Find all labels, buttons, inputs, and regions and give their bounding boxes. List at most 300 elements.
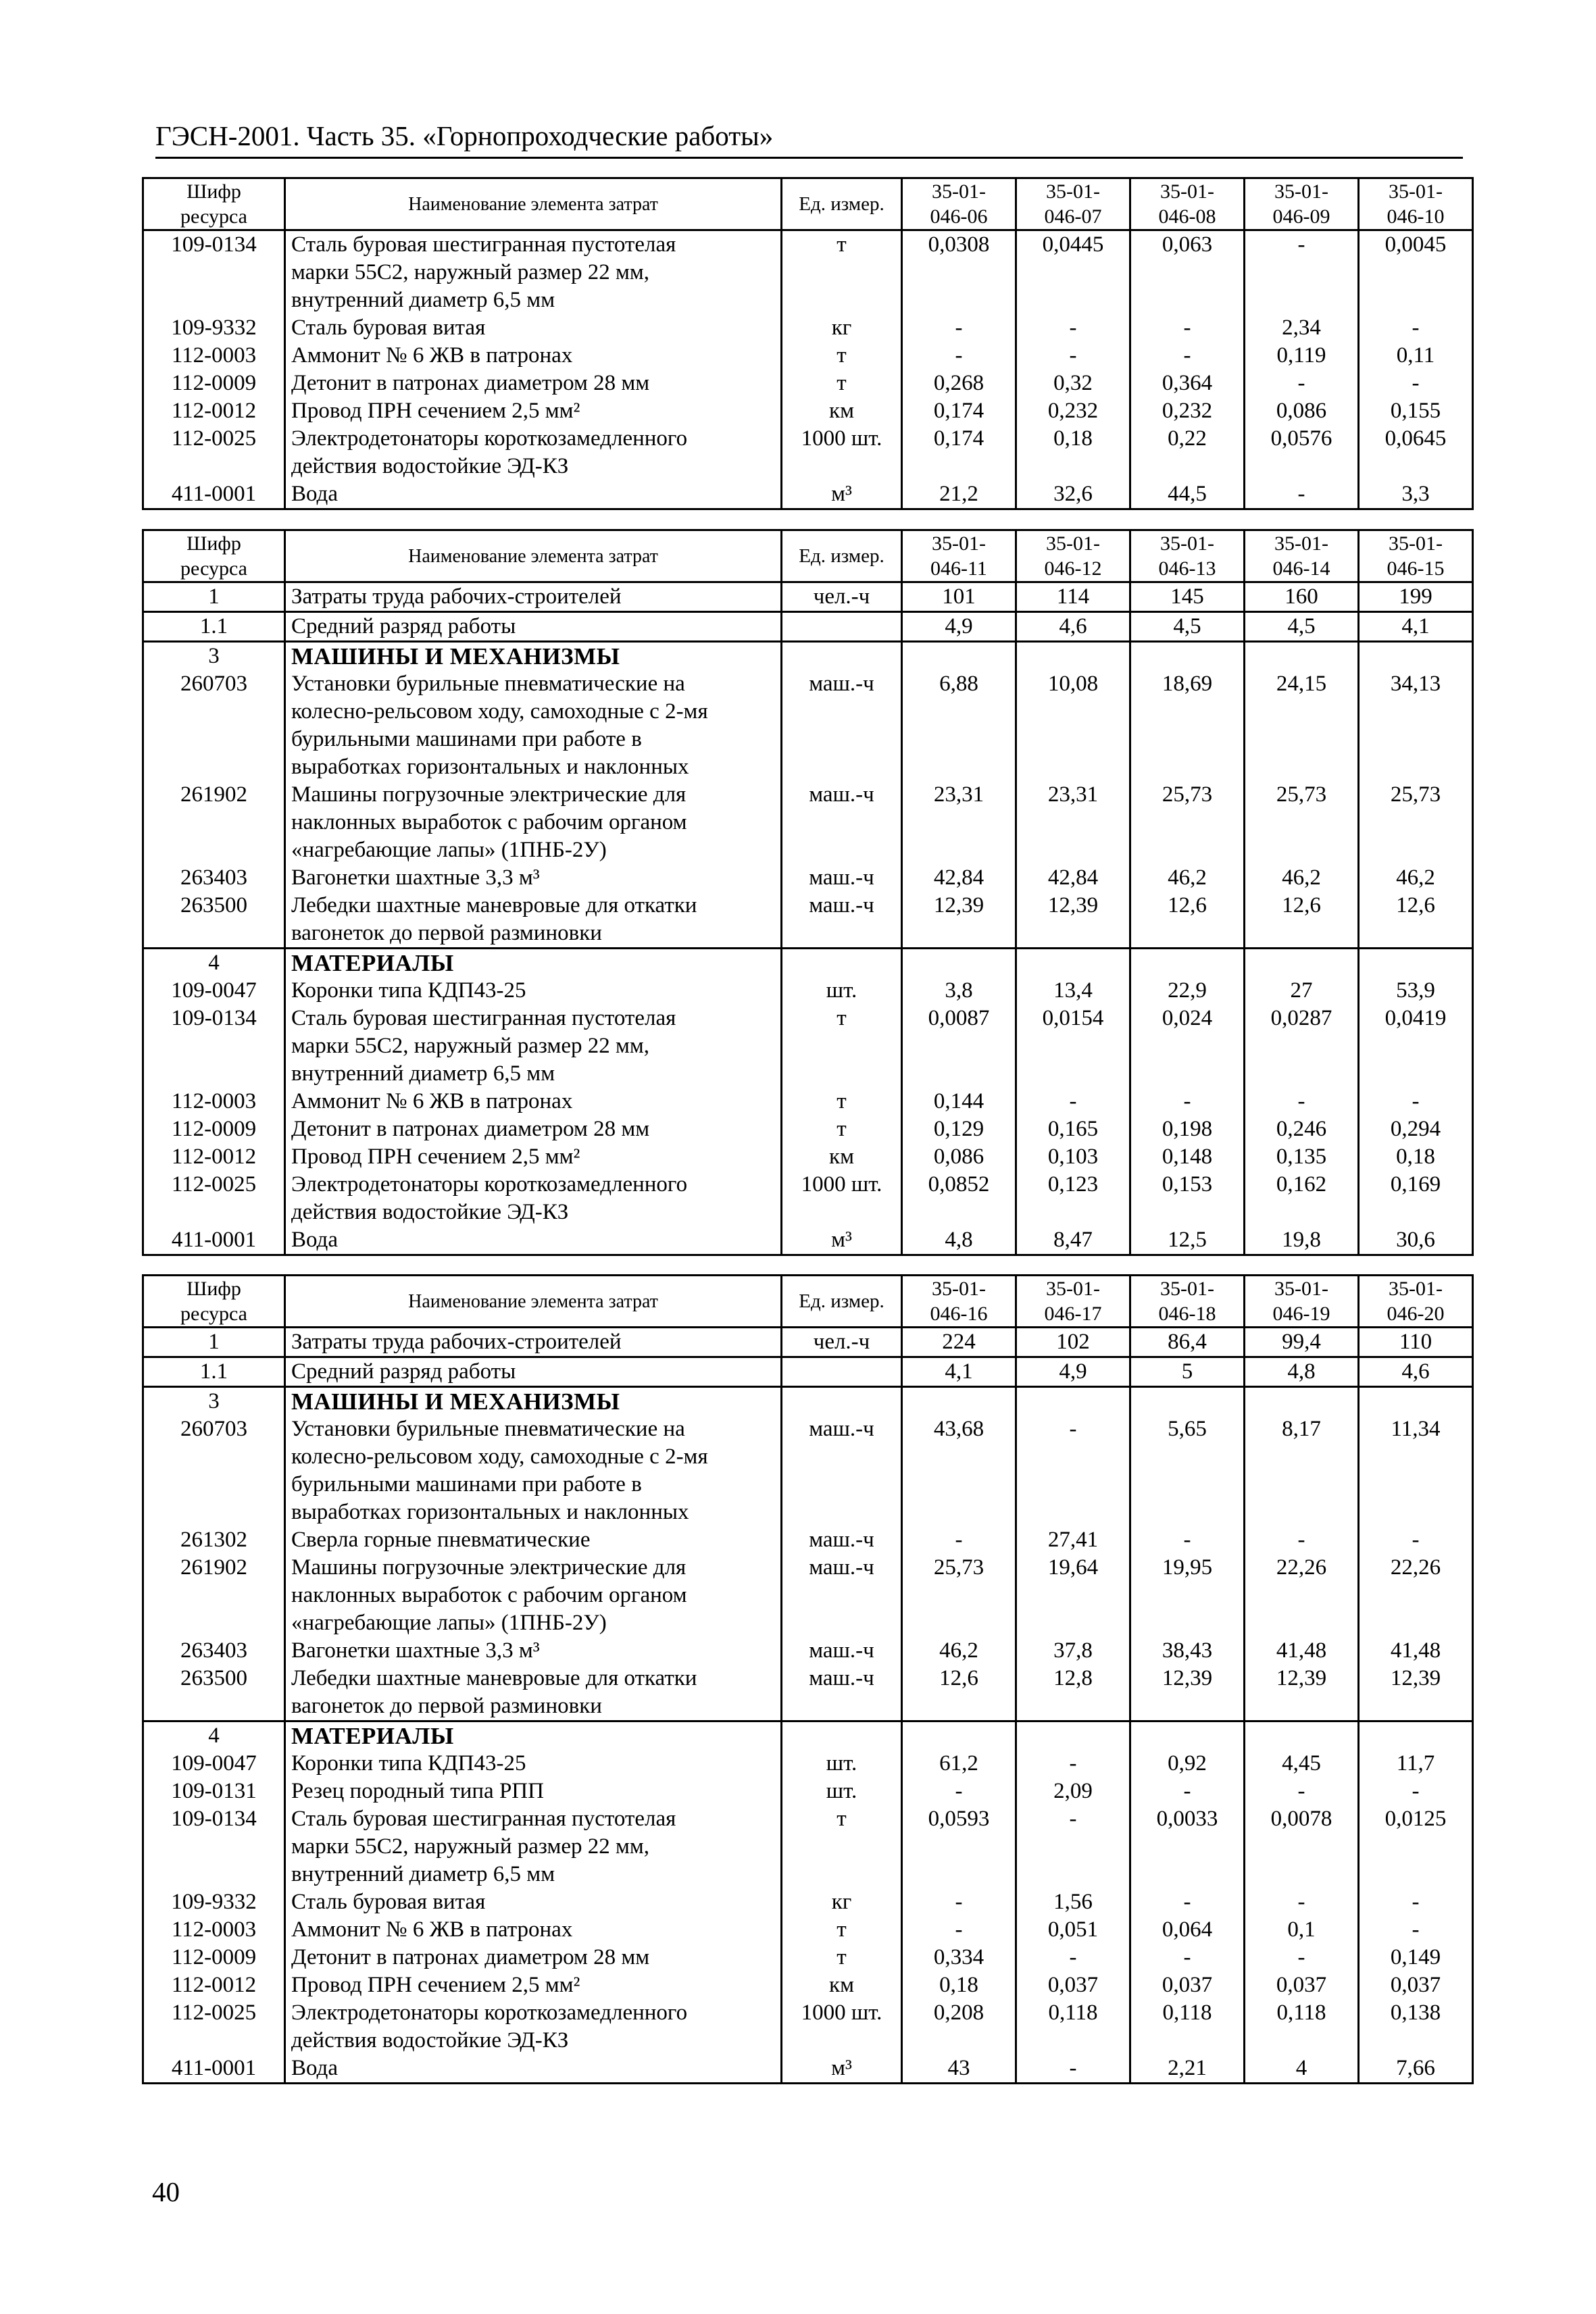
resource-code: 112-0003 [143, 1088, 285, 1115]
norm-value: 0,119 [1245, 342, 1359, 370]
resource-code: 261902 [143, 1554, 285, 1637]
norm-value: 0,0078 [1245, 1805, 1359, 1888]
table-row [143, 1665, 1473, 1721]
resource-name [285, 1637, 782, 1665]
resource-name [285, 1778, 782, 1805]
norm-value: - [1016, 1805, 1130, 1888]
resource-name [285, 1357, 782, 1387]
norm-value: 42,84 [1016, 864, 1130, 892]
resource-name [285, 2055, 782, 2084]
norm-value: 0,037 [1130, 1971, 1245, 1999]
text-line: Сталь буровая шестигранная пустотелая [291, 1807, 676, 1831]
text-line: Резец породный типа РПП [291, 1779, 544, 1803]
table-row [143, 1005, 1473, 1088]
text-line: наклонных выработок с рабочим органом [291, 1583, 687, 1607]
text-line: Установки бурильные пневматические на [291, 672, 685, 696]
text-line: Сталь буровая шестигранная пустотелая [291, 1006, 676, 1030]
text-line: внутренний диаметр 6,5 мм [291, 1061, 555, 1086]
text-line: 35-01- [1046, 180, 1100, 203]
norm-value: 25,73 [902, 1554, 1016, 1637]
norm-value: 199 [1359, 582, 1473, 612]
text-line: выработках горизонтальных и наклонных [291, 755, 689, 779]
resource-unit: маш.-ч [782, 892, 902, 949]
table-row [143, 1088, 1473, 1115]
resource-unit: т [782, 1088, 902, 1115]
norm-value: 0,086 [902, 1143, 1016, 1171]
norm-value: 46,2 [1245, 864, 1359, 892]
column-header-code [143, 530, 285, 582]
text-line: 35-01- [1046, 1278, 1100, 1300]
resource-name [285, 1805, 782, 1888]
resource-name [285, 1721, 782, 1751]
norm-value: 19,95 [1130, 1554, 1245, 1637]
norm-value: 0,103 [1016, 1143, 1130, 1171]
table-row [143, 1805, 1473, 1888]
table-row [143, 1328, 1473, 1357]
norm-value: 0,037 [1016, 1971, 1130, 1999]
norm-value: 0,294 [1359, 1115, 1473, 1143]
norm-value: 12,39 [1245, 1665, 1359, 1721]
resource-code: 260703 [143, 670, 285, 781]
norm-value: - [1359, 1916, 1473, 1944]
resource-code: 109-0047 [143, 1750, 285, 1778]
norm-value: 4,45 [1245, 1750, 1359, 1778]
resource-name [285, 612, 782, 642]
resource-unit: т [782, 1005, 902, 1088]
table-row [143, 480, 1473, 509]
text-line: действия водостойкие ЭД-КЗ [291, 2028, 569, 2053]
table-row [143, 1357, 1473, 1387]
text-line: МАТЕРИАЛЫ [291, 950, 454, 976]
text-line: колесно-рельсовом ходу, самоходные с 2-мя [291, 1444, 708, 1469]
resource-unit: т [782, 342, 902, 370]
norm-value: 145 [1130, 582, 1245, 612]
resource-unit: т [782, 370, 902, 397]
resource-name [285, 342, 782, 370]
norm-value: 19,64 [1016, 1554, 1130, 1637]
resource-code: 109-0134 [143, 1005, 285, 1088]
norm-value: - [1245, 230, 1359, 315]
text-line: выработках горизонтальных и наклонных [291, 1500, 689, 1524]
norm-value: 0,22 [1130, 425, 1245, 480]
text-line: 35-01- [1274, 1278, 1328, 1300]
norm-value: 22,26 [1245, 1554, 1359, 1637]
text-line: 046-15 [1387, 557, 1445, 580]
norm-value: 0,92 [1130, 1750, 1245, 1778]
resource-code: 263403 [143, 864, 285, 892]
column-header-unit: Ед. измер. [782, 178, 902, 230]
resource-name [285, 1944, 782, 1971]
resource-name [285, 781, 782, 864]
column-header-unit: Ед. измер. [782, 1276, 902, 1328]
norm-value: 4,9 [902, 612, 1016, 642]
text-line: колесно-рельсовом ходу, самоходные с 2-мя [291, 699, 708, 724]
resource-unit [782, 1357, 902, 1387]
resource-name [285, 480, 782, 509]
resource-name [285, 1415, 782, 1526]
norm-value: - [1359, 314, 1473, 342]
column-header-code [143, 178, 285, 230]
norm-value: 41,48 [1245, 1637, 1359, 1665]
norm-value: 0,0033 [1130, 1805, 1245, 1888]
table-body [143, 230, 1473, 509]
norm-value: 0,153 [1130, 1171, 1245, 1226]
text-line: 046-09 [1272, 205, 1330, 228]
page-header: ГЭСН-2001. Часть 35. «Горнопроходческие работы» [155, 120, 1463, 159]
norm-value: 0,198 [1130, 1115, 1245, 1143]
text-line: Провод ПРН сечением 2,5 мм² [291, 1145, 580, 1169]
text-line: 35-01- [1389, 180, 1443, 203]
norm-value: 4,8 [1245, 1357, 1359, 1387]
resource-name [285, 1888, 782, 1916]
resource-name [285, 314, 782, 342]
text-line: Вода [291, 1228, 338, 1252]
norm-value: - [1245, 1526, 1359, 1554]
norm-value: - [1359, 1526, 1473, 1554]
resource-unit: т [782, 230, 902, 315]
norm-value [1245, 642, 1359, 671]
norm-value: 42,84 [902, 864, 1016, 892]
norm-value: 0,118 [1130, 1999, 1245, 2055]
norm-value: - [1245, 480, 1359, 509]
column-header-norm [1245, 178, 1359, 230]
column-header-code [143, 1276, 285, 1328]
resource-code: 109-9332 [143, 1888, 285, 1916]
norm-value: 8,47 [1016, 1226, 1130, 1255]
text-line: «нагребающие лапы» (1ПНБ-2У) [291, 1611, 607, 1635]
table-row [143, 314, 1473, 342]
column-header-norm [1130, 178, 1245, 230]
text-line: 046-08 [1158, 205, 1216, 228]
resource-name [285, 892, 782, 949]
norm-value: - [1245, 1088, 1359, 1115]
table-header [143, 1276, 1473, 1328]
resource-code: 112-0009 [143, 1115, 285, 1143]
resource-name [285, 1143, 782, 1171]
norm-value: 0,0087 [902, 1005, 1016, 1088]
text-line: действия водостойкие ЭД-КЗ [291, 454, 569, 478]
norm-value: 0,155 [1359, 397, 1473, 425]
norm-value: 0,174 [902, 425, 1016, 480]
resource-name [285, 1999, 782, 2055]
table-row [143, 864, 1473, 892]
column-header-name: Наименование элемента затрат [285, 1276, 782, 1328]
norm-value: 0,0419 [1359, 1005, 1473, 1088]
resource-unit: м³ [782, 1226, 902, 1255]
norm-value: 0,0287 [1245, 1005, 1359, 1088]
resource-unit: шт. [782, 1750, 902, 1778]
norm-value: 43 [902, 2055, 1016, 2084]
norm-value [1130, 1721, 1245, 1751]
resource-code: 263500 [143, 892, 285, 949]
table-row [143, 1143, 1473, 1171]
resource-unit: маш.-ч [782, 781, 902, 864]
norm-value: 102 [1016, 1328, 1130, 1357]
norm-value: - [1130, 1778, 1245, 1805]
text-line: Детонит в патронах диаметром 28 мм [291, 1945, 650, 1969]
resource-name [285, 1665, 782, 1721]
norm-value: - [1016, 1415, 1130, 1526]
norm-value: - [1130, 342, 1245, 370]
norm-value: 4 [1245, 2055, 1359, 2084]
text-line: Детонит в патронах диаметром 28 мм [291, 1117, 650, 1141]
norm-value: 12,5 [1130, 1226, 1245, 1255]
text-line: Электродетонаторы короткозамедленного [291, 426, 688, 451]
norm-value: 0,162 [1245, 1171, 1359, 1226]
text-line: наклонных выработок с рабочим органом [291, 810, 687, 834]
text-line: 046-18 [1158, 1303, 1216, 1325]
column-header-norm [1359, 530, 1473, 582]
resource-unit: маш.-ч [782, 1526, 902, 1554]
norm-value: 23,31 [902, 781, 1016, 864]
resource-name [285, 1226, 782, 1255]
norm-value [1016, 642, 1130, 671]
resource-table-1 [142, 177, 1474, 510]
resource-name [285, 425, 782, 480]
resource-code: 263500 [143, 1665, 285, 1721]
table-row [143, 1554, 1473, 1637]
norm-value: 4,6 [1016, 612, 1130, 642]
norm-value: 114 [1016, 582, 1130, 612]
column-header-unit: Ед. измер. [782, 530, 902, 582]
norm-value: - [1016, 314, 1130, 342]
table-row [143, 2055, 1473, 2084]
norm-value: 12,39 [1130, 1665, 1245, 1721]
text-line: Установки бурильные пневматические на [291, 1417, 685, 1441]
norm-value: - [1016, 2055, 1130, 2084]
norm-value: 4,5 [1130, 612, 1245, 642]
resource-name [285, 1554, 782, 1637]
norm-value: 0,0852 [902, 1171, 1016, 1226]
norm-value: 38,43 [1130, 1637, 1245, 1665]
norm-value: 37,8 [1016, 1637, 1130, 1665]
norm-value: 12,39 [1016, 892, 1130, 949]
resource-code: 261302 [143, 1526, 285, 1554]
text-line: Вода [291, 2056, 338, 2080]
table-row [143, 892, 1473, 949]
norm-value: 12,39 [902, 892, 1016, 949]
resource-table-3 [142, 1274, 1474, 2084]
norm-value: 0,051 [1016, 1916, 1130, 1944]
norm-value: - [902, 342, 1016, 370]
text-line: 046-10 [1387, 205, 1445, 228]
norm-value: 6,88 [902, 670, 1016, 781]
resource-name [285, 582, 782, 612]
resource-code: 109-0134 [143, 1805, 285, 1888]
resource-name [285, 977, 782, 1005]
resource-unit [782, 1721, 902, 1751]
norm-value: 12,6 [1359, 892, 1473, 949]
text-line: Средний разряд работы [291, 1359, 516, 1384]
text-line: 046-16 [930, 1303, 988, 1325]
resource-name [285, 1387, 782, 1416]
norm-value: - [1245, 1778, 1359, 1805]
norm-value: 0,0308 [902, 230, 1016, 315]
text-line: Детонит в патронах диаметром 28 мм [291, 371, 650, 395]
resource-unit: маш.-ч [782, 670, 902, 781]
resource-name [285, 1115, 782, 1143]
norm-value: 0,1 [1245, 1916, 1359, 1944]
resource-name [285, 1916, 782, 1944]
norm-value: 8,17 [1245, 1415, 1359, 1526]
resource-unit [782, 642, 902, 671]
norm-value: 4,1 [902, 1357, 1016, 1387]
norm-value: 0,169 [1359, 1171, 1473, 1226]
header-row [143, 1276, 1473, 1328]
norm-value: 4,9 [1016, 1357, 1130, 1387]
text-line: Сталь буровая витая [291, 316, 486, 340]
column-header-norm [1130, 530, 1245, 582]
norm-value: 0,334 [902, 1944, 1016, 1971]
norm-value: 0,18 [1016, 425, 1130, 480]
text-line: бурильными машинами при работе в [291, 727, 642, 751]
table-row [143, 397, 1473, 425]
resource-name [285, 1171, 782, 1226]
resource-unit: маш.-ч [782, 1415, 902, 1526]
resource-unit: м³ [782, 480, 902, 509]
norm-value: 5 [1130, 1357, 1245, 1387]
norm-value: 0,037 [1245, 1971, 1359, 1999]
text-line: марки 55С2, наружный размер 22 мм, [291, 1034, 649, 1058]
column-header-norm [1016, 178, 1130, 230]
norm-value: 12,6 [1130, 892, 1245, 949]
resource-unit: т [782, 1805, 902, 1888]
resource-code: 261902 [143, 781, 285, 864]
resource-name [285, 1088, 782, 1115]
text-line: 35-01- [1274, 180, 1328, 203]
norm-value: 3,8 [902, 977, 1016, 1005]
resource-name [285, 1971, 782, 1999]
norm-value [902, 1721, 1016, 1751]
norm-value: 0,246 [1245, 1115, 1359, 1143]
norm-value: 0,123 [1016, 1171, 1130, 1226]
norm-value: 0,11 [1359, 342, 1473, 370]
norm-value: 160 [1245, 582, 1359, 612]
norm-value: 0,32 [1016, 370, 1130, 397]
norm-value: 23,31 [1016, 781, 1130, 864]
norm-value: 0,208 [902, 1999, 1016, 2055]
text-line: 35-01- [1389, 1278, 1443, 1300]
norm-value: - [1016, 1750, 1130, 1778]
norm-value: 0,135 [1245, 1143, 1359, 1171]
text-line: 35-01- [932, 532, 986, 555]
resource-unit: 1000 шт. [782, 1171, 902, 1226]
norm-value: - [1016, 1088, 1130, 1115]
text-line: ресурса [180, 205, 247, 228]
resource-code: 411-0001 [143, 1226, 285, 1255]
resource-unit: кг [782, 1888, 902, 1916]
norm-value [1245, 1721, 1359, 1751]
norm-value: 0,064 [1130, 1916, 1245, 1944]
table-row [143, 1750, 1473, 1778]
resource-code: 4 [143, 949, 285, 978]
norm-value: 4,5 [1245, 612, 1359, 642]
text-line: внутренний диаметр 6,5 мм [291, 288, 555, 312]
resource-name [285, 949, 782, 978]
norm-value: 10,08 [1016, 670, 1130, 781]
resource-unit: т [782, 1115, 902, 1143]
text-line: МАШИНЫ И МЕХАНИЗМЫ [291, 643, 620, 670]
text-line: ресурса [180, 557, 247, 580]
norm-value: 0,148 [1130, 1143, 1245, 1171]
text-line: 35-01- [1274, 532, 1328, 555]
resource-unit: чел.-ч [782, 582, 902, 612]
resource-unit: км [782, 397, 902, 425]
column-header-name: Наименование элемента затрат [285, 178, 782, 230]
norm-value [1359, 1721, 1473, 1751]
text-line: МАТЕРИАЛЫ [291, 1723, 454, 1749]
norm-value: 0,024 [1130, 1005, 1245, 1088]
text-line: Сталь буровая шестигранная пустотелая [291, 232, 676, 257]
norm-value: 0,129 [902, 1115, 1016, 1143]
norm-value: 18,69 [1130, 670, 1245, 781]
table-row [143, 230, 1473, 315]
norm-value: 0,118 [1016, 1999, 1130, 2055]
text-line: Коронки типа КДП43-25 [291, 978, 526, 1003]
norm-value: 0,037 [1359, 1971, 1473, 1999]
norm-value: - [1359, 370, 1473, 397]
header-row [143, 530, 1473, 582]
norm-value: - [1130, 1888, 1245, 1916]
norm-value: 12,39 [1359, 1665, 1473, 1721]
text-line: 046-13 [1158, 557, 1216, 580]
text-line: Шифр [186, 1278, 241, 1300]
resource-code: 109-0134 [143, 230, 285, 315]
norm-value: 13,4 [1016, 977, 1130, 1005]
text-line: Электродетонаторы короткозамедленного [291, 2001, 688, 2025]
text-line: 35-01- [1160, 180, 1214, 203]
norm-value: - [902, 314, 1016, 342]
resource-unit: маш.-ч [782, 1637, 902, 1665]
text-line: марки 55С2, наружный размер 22 мм, [291, 1834, 649, 1859]
resource-unit [782, 1387, 902, 1416]
norm-value: 0,0593 [902, 1805, 1016, 1888]
text-line: Затраты труда рабочих-строителей [291, 584, 622, 609]
column-header-norm [1359, 178, 1473, 230]
table-row [143, 1916, 1473, 1944]
norm-value: 2,34 [1245, 314, 1359, 342]
norm-value: - [1245, 1888, 1359, 1916]
table-body [143, 582, 1473, 1255]
resource-code: 112-0012 [143, 1143, 285, 1171]
resource-unit [782, 612, 902, 642]
column-header-norm [902, 530, 1016, 582]
norm-value: - [1016, 342, 1130, 370]
norm-value: 0,118 [1245, 1999, 1359, 2055]
norm-value: - [1130, 314, 1245, 342]
text-line: 046-20 [1387, 1303, 1445, 1325]
norm-value: - [902, 1916, 1016, 1944]
norm-value: 0,268 [902, 370, 1016, 397]
norm-value [1130, 642, 1245, 671]
text-line: 046-11 [930, 557, 987, 580]
resource-unit: маш.-ч [782, 1554, 902, 1637]
norm-value: 0,144 [902, 1088, 1016, 1115]
resource-code: 109-0131 [143, 1778, 285, 1805]
norm-value [902, 1387, 1016, 1416]
resource-code: 260703 [143, 1415, 285, 1526]
norm-value: 1,56 [1016, 1888, 1130, 1916]
table-row [143, 1971, 1473, 1999]
table-row [143, 1115, 1473, 1143]
text-line: вагонеток до первой разминовки [291, 921, 602, 945]
text-line: действия водостойкие ЭД-КЗ [291, 1200, 569, 1224]
resource-name [285, 642, 782, 671]
norm-value: 25,73 [1130, 781, 1245, 864]
text-line: Аммонит № 6 ЖВ в патронах [291, 343, 573, 368]
norm-value: 0,0445 [1016, 230, 1130, 315]
norm-value: 0,0125 [1359, 1805, 1473, 1888]
